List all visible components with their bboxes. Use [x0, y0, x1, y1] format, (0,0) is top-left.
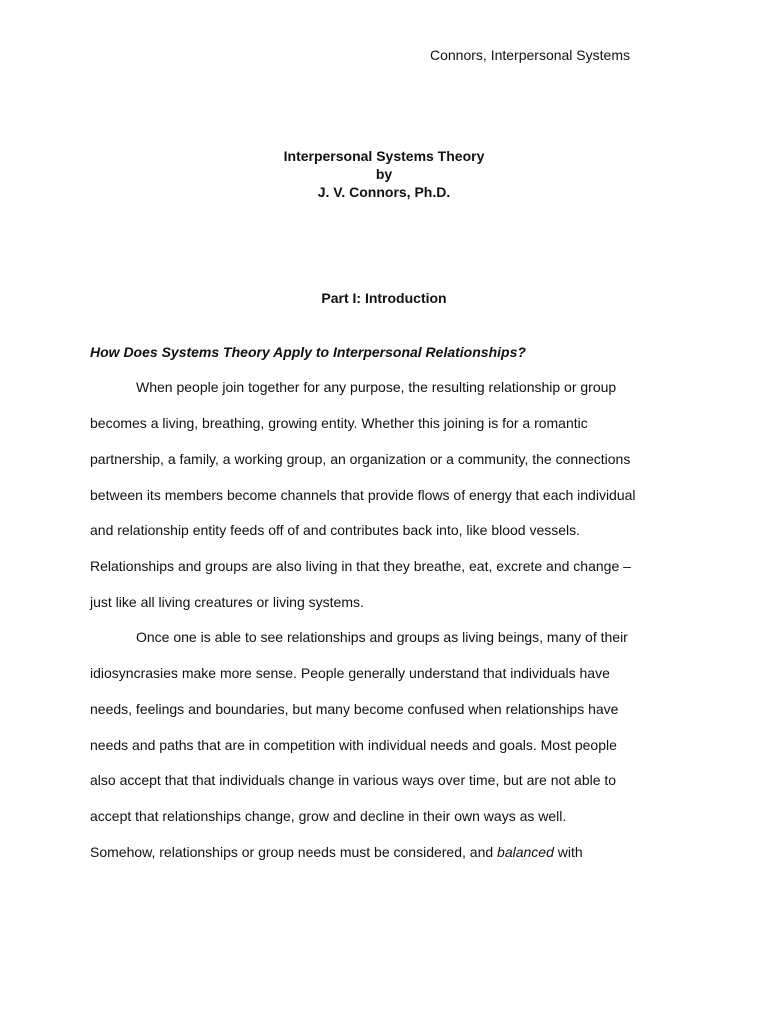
section-heading: Part I: Introduction	[321, 290, 447, 306]
running-header: Connors, Interpersonal Systems	[430, 47, 630, 63]
paragraph-line: needs and paths that are in competition with individual needs and goals. Most people	[90, 737, 617, 753]
paragraph-line: accept that relationships change, grow and decline in their own ways as well.	[90, 808, 567, 824]
document-title: Interpersonal Systems Theory	[283, 148, 485, 164]
emphasis-text: balanced	[497, 844, 554, 860]
paragraph-line: just like all living creatures or living systems.	[90, 594, 364, 610]
paragraph-line: and relationship entity feeds off of and contributes back into, like blood vessels.	[90, 522, 581, 538]
paragraph-line: idiosyncrasies make more sense. People generally understand that individuals have	[90, 665, 610, 681]
paragraph-line: needs, feelings and boundaries, but many become confused when relationships have	[90, 701, 619, 717]
paragraph-line: partnership, a family, a working group, an organization or a community, the connections	[90, 451, 631, 467]
last-line-end: with	[553, 844, 583, 860]
paragraph-line: When people join together for any purpose, the resulting relationship or group	[136, 379, 617, 395]
document-title-block	[0, 147, 768, 201]
paragraph-line: between its members become channels that provide flows of energy that each individual	[90, 487, 636, 503]
paragraph-line-last	[90, 843, 583, 861]
paragraph-line: Relationships and groups are also living in that they breathe, eat, excrete and change –	[90, 558, 631, 574]
paragraph-line: also accept that that individuals change in various ways over time, but are not able to	[90, 772, 617, 788]
section-subheading: How Does Systems Theory Apply to Interpersonal Relationships?	[90, 344, 526, 360]
paragraph-line: Once one is able to see relationships and groups as living beings, many of their	[136, 629, 628, 645]
last-line-start: Somehow, relationships or group needs must be considered, and	[90, 844, 498, 860]
author-name: J. V. Connors, Ph.D.	[317, 184, 451, 200]
paragraph-line: becomes a living, breathing, growing entity. Whether this joining is for a romantic	[90, 415, 588, 431]
byline-by: by	[375, 166, 393, 182]
